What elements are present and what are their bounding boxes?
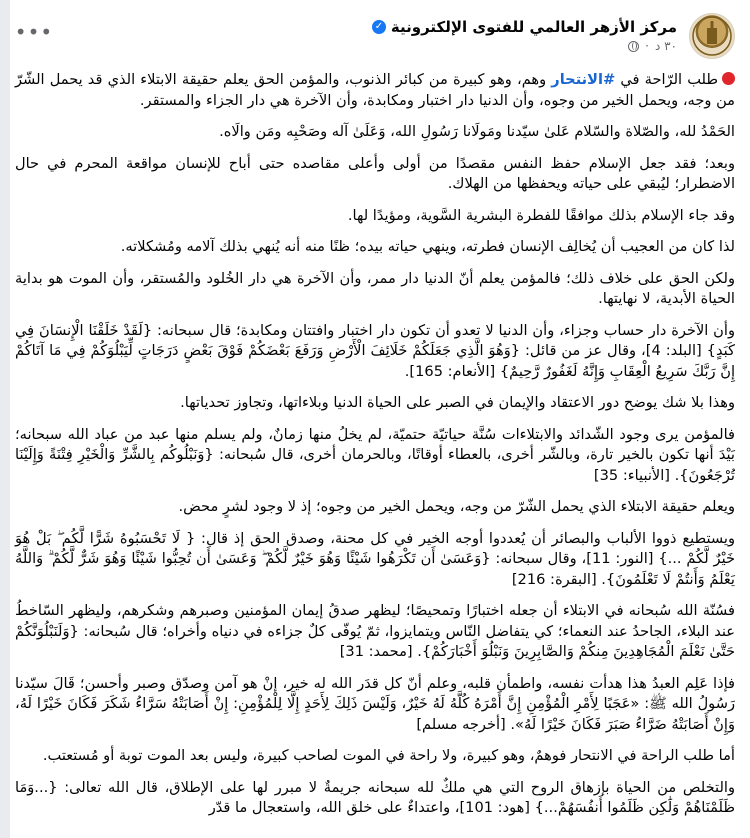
azhar-logo-icon [690, 14, 734, 58]
page-avatar[interactable] [689, 13, 735, 59]
red-circle-icon [722, 72, 735, 85]
post-paragraph: فإذا عَلِم العبدُ هذا هدأت نفسه، واطمأن قلبه، وعلم أنّ كل قدَر الله له خير، إنْ هو آمن وصدّق وصبر وأحسن؛ قَالَ سيّدنا رَسُولُ الله ﷺ: «عَجَبًا لِأَمْرِ الْمُؤْمِنِ إِنَّ أَمْرَهُ كُلَّهُ لَهُ خَيْرٌ، وَلَيْسَ ذَلِكَ لِأَحَدٍ إِلَّا لِلْمُؤْمِنِ: إِنْ أَصَابَتْهُ سَرَّاءُ شَكَرَ فَكَانَ خَيْرًا لَهُ، وَإِنْ أَصَابَتْهُ ضَرَّاءُ صَبَرَ فَكَانَ خَيْرًا لَهُ». [أخرجه مسلم] [15, 674, 735, 733]
post-time[interactable]: ٣٠ د [654, 39, 677, 53]
public-globe-icon[interactable] [628, 41, 639, 52]
post-paragraph: فالمؤمن يرى وجود الشّدائد والابتلاءات سُنَّة حياتيّة حتميّة، لم يخلُ منها زمانٌ، ولم يسلم منها عبد من عباد الله سبحانه؛ بَيْدَ أنها تكون بالخير تارة، وبالشّر أخرى، بالعطاء أوقاتًا، وبالحرمان أخرى، قال سُبحانه: {وَنَبْلُوكُم بِالشَّرِّ وَالْخَيْرِ فِتْنَةً وَإِلَيْنَا تُرْجَعُونَ}. [الأنبياء: 35] [15, 425, 735, 484]
post-paragraph: وقد جاء الإسلام بذلك موافقًا للفطرة البشرية السَّوية، ومؤيدًا لها. [347, 206, 735, 224]
post-meta [15, 37, 677, 55]
meta-separator: · [645, 39, 649, 53]
post-paragraph: وبعد؛ فقد جعل الإسلام حفظ النفس مقصدًا من أولى وأعلى مقاصده حتى أباح للإنسان مواقعة المحرم في حال الاضطرار؛ ليُبقي على حياته ويحفظها من الهلاك. [15, 154, 735, 192]
post-paragraph: ويستطيع ذووا الألباب والبصائر أن يُعددوا أوجه الخير في كل محنة، وصدق الحق إذ قال: { لَا تَحْسَبُوهُ شَرًّا لَّكُم ۖ بَلْ هُوَ خَيْرٌ لَّكُمْ ...} [النور: 11]، وقال سبحانه: {وَعَسَىٰ أَن تَكْرَهُوا شَيْئًا وَهُوَ خَيْرٌ لَّكُمْ ۖ وَعَسَىٰ أَن تُحِبُّوا شَيْئًا وَهُوَ شَرٌّ لَّكُمْ ۗ وَاللَّهُ يَعْلَمُ وَأَنتُمْ لَا تَعْلَمُونَ}. [البقرة: 216] [15, 529, 736, 588]
post-paragraph: وهذا بلا شك يوضح دور الاعتقاد والإيمان في الصبر على الحياة الدنيا وبلاءاتها، وتجاوز تحدياتها. [180, 394, 735, 411]
post-paragraph: ويعلم حقيقة الابتلاء الذي يحمل الشّرّ من وجه، ويحمل الخير من وجوه؛ إذ لا وجود لشرٍ محض. [178, 498, 735, 515]
post-paragraph: ولكن الحق على خلاف ذلك؛ فالمؤمن يعلم أنّ الدنيا دار ممر، وأن الآخرة هي دار الخُلود والمُستقر، وأن الموت هو بداية الحياة الأبدية، لا نهايتها. [15, 269, 735, 307]
post-paragraph: والتخلص من الحياة بإزهاق الروح التي هي ملكٌ لله سبحانه جريمةٌ لا مبرر لها على الإطلاق، قال الله تعالى: {...وَمَا ظَلَمْنَاهُمْ وَلَٰكِن ظَلَمُوا أَنفُسَهُمْ...} [هود: 101]، واعتداءٌ على خلق الله، واستعجال ما قدّر [15, 778, 735, 816]
paragraph-text: وهم، وهو كبيرة من كبائر الذنوب، والمؤمن الحق يعلم حقيقة الابتلاء الذي قد يحمل الشّرّ من وجه، ويحمل الخير من وجوه، وأن الدنيا دار اختبار ومكابدة، وأن الآخرة هي دار الجزاء والمستقر. [15, 71, 735, 109]
verified-badge-icon: ✓ [372, 20, 386, 34]
post-header [15, 0, 735, 70]
post-paragraph: فسُنّة الله سُبحانه في الابتلاء أن جعله اختبارًا وتمحيصًا؛ ليظهر صدقُ إيمان المؤمنين وصبرهم وشكرهم، وليظهر السّاخطُ عند البلاء، الجاحدُ عند النعماء؛ كي يتفاضل النّاس ويتمايزوا، ثمّ يُوفّى كلٌ جزاءه في دنياه وأخراه؛ قال سُبحانه: {وَلَنَبْلُوَنَّكُمْ حَتَّىٰ نَعْلَمَ الْمُجَاهِدِينَ مِنكُمْ وَالصَّابِرِينَ وَنَبْلُوَ أَخْبَارَكُمْ}. [محمد: 31] [15, 602, 735, 660]
post-paragraph: أما طلب الراحة في الانتحار فوهمٌ، وهو كبيرة، ولا راحة في الموت لصاحب كبيرة، وليس بعد الموت توبة أو مُستعتب. [42, 747, 735, 764]
paragraph-text: طلب الرّاحة في [615, 71, 718, 88]
post-header-text [15, 17, 677, 55]
hashtag-link[interactable]: #الانتحار [551, 71, 616, 88]
more-options-button[interactable]: ••• [14, 20, 54, 44]
post-paragraph: وأن الآخرة دار حساب وجزاء، وأن الدنيا لا تعدو أن تكون دار اختبار وافتتان ومكابدة؛ قال سبحانه: {لَقَدْ خَلَقْنَا الْإِنسَانَ فِي كَبَدٍ} [البلد: 4]، وقال عز من قائل: {وَهُوَ الَّذِي جَعَلَكُمْ خَلَائِفَ الْأَرْضِ وَرَفَعَ بَعْضَكُمْ فَوْقَ بَعْضٍ دَرَجَاتٍ لِّيَبْلُوَكُمْ فِي مَا آتَاكُمْ إِنَّ رَبَّكَ سَرِيعُ الْعِقَابِ وَإِنَّهُ لَغَفُورٌ رَّحِيمٌ} [الأنعام: 165]. [15, 321, 735, 380]
post-paragraph: لذا كان من العجيب أن يُخالِف الإنسان فطرته، وينهي حياته بيده؛ ظنًا منه أنه يُنهي بذلك آلامه ومُشكلاته. [120, 238, 735, 255]
post-paragraph [15, 70, 735, 111]
post-body [15, 70, 735, 819]
page-name[interactable]: مركز الأزهر العالمي للفتوى الإلكترونية [390, 18, 677, 36]
post-paragraph: الحَمْدُ لله، والصّلاة والسّلام عَلىٰ سيّدنا ومَولَانا رَسُولِ الله، وَعَلَىٰ آله وصَحْبِه ومَن والَاه. [219, 123, 735, 140]
page-name-row [15, 17, 677, 37]
